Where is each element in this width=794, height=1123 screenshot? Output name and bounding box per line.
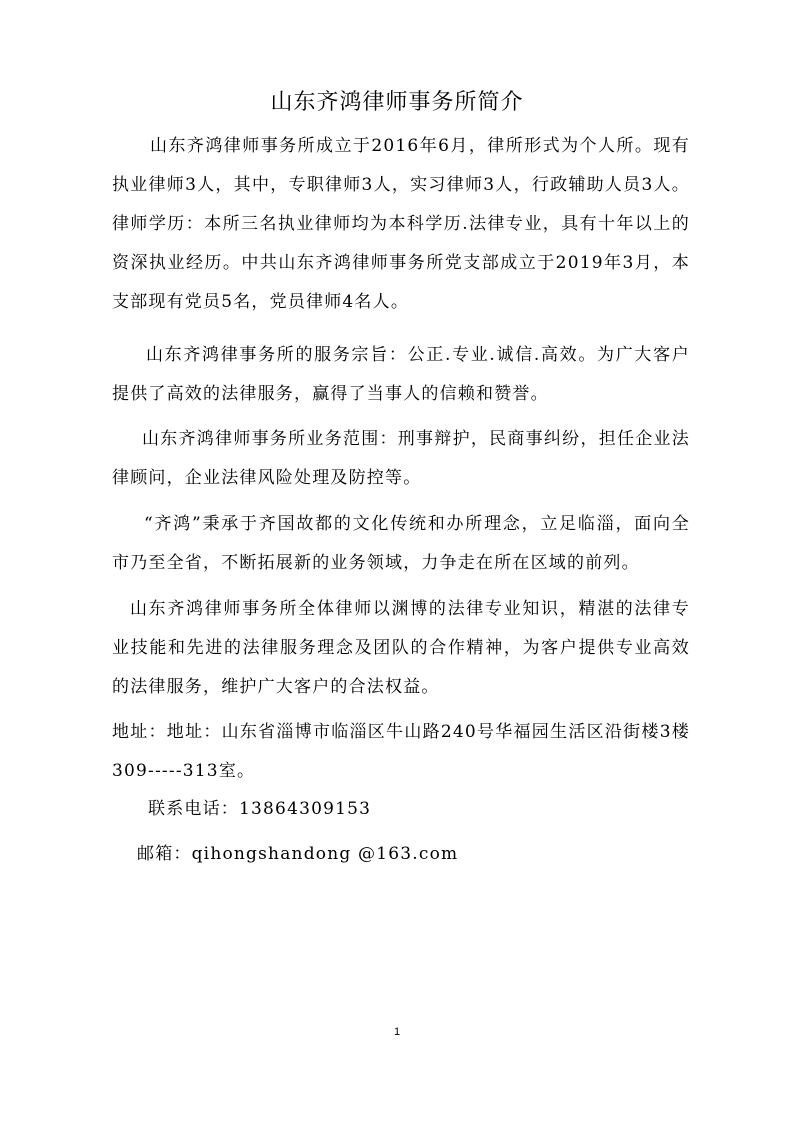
email-text: 邮箱：qihongshandong @163.com bbox=[137, 844, 459, 864]
paragraph-philosophy: “齐鸿”秉承于齐国故都的文化传统和办所理念，立足临淄，面向全市乃至全省，不断拓展新的业务领域，力争走在所在区域的前列。 bbox=[112, 514, 690, 573]
address-text: 地址：地址：山东省淄博市临淄区牛山路240号华福园生活区沿街楼3楼309-----313室。 bbox=[112, 722, 690, 781]
paragraph-founding: 山东齐鸿律师事务所成立于2016年6月，律所形式为个人所。现有执业律师3人，其中，专职律师3人，实习律师3人，行政辅助人员3人。律师学历：本所三名执业律师均为本科学历.法律专业，具有十年以上的资深执业经历。中共山东齐鸿律师事务所党支部成立于2019年3月，本支部现有党员5名，党员律师4名人。 bbox=[112, 136, 690, 312]
phone-text: 联系电话：13864309153 bbox=[148, 799, 372, 819]
paragraph-service-purpose: 山东齐鸿律事务所的服务宗旨：公正.专业.诚信.高效。为广大客户提供了高效的法律服务，赢得了当事人的信赖和赞誉。 bbox=[112, 345, 690, 404]
paragraph-business-scope: 山东齐鸿律师事务所业务范围：刑事辩护，民商事纠纷，担任企业法律顾问，企业法律风险处理及防控等。 bbox=[112, 429, 690, 488]
paragraph-team: 山东齐鸿律师事务所全体律师以渊博的法律专业知识，精湛的法律专业技能和先进的法律服务理念及团队的合作精神，为客户提供专业高效的法律服务，维护广大客户的合法权益。 bbox=[112, 599, 690, 697]
page-number: 1 bbox=[393, 1026, 401, 1038]
page-title: 山东齐鸿律师事务所简介 bbox=[270, 90, 524, 115]
